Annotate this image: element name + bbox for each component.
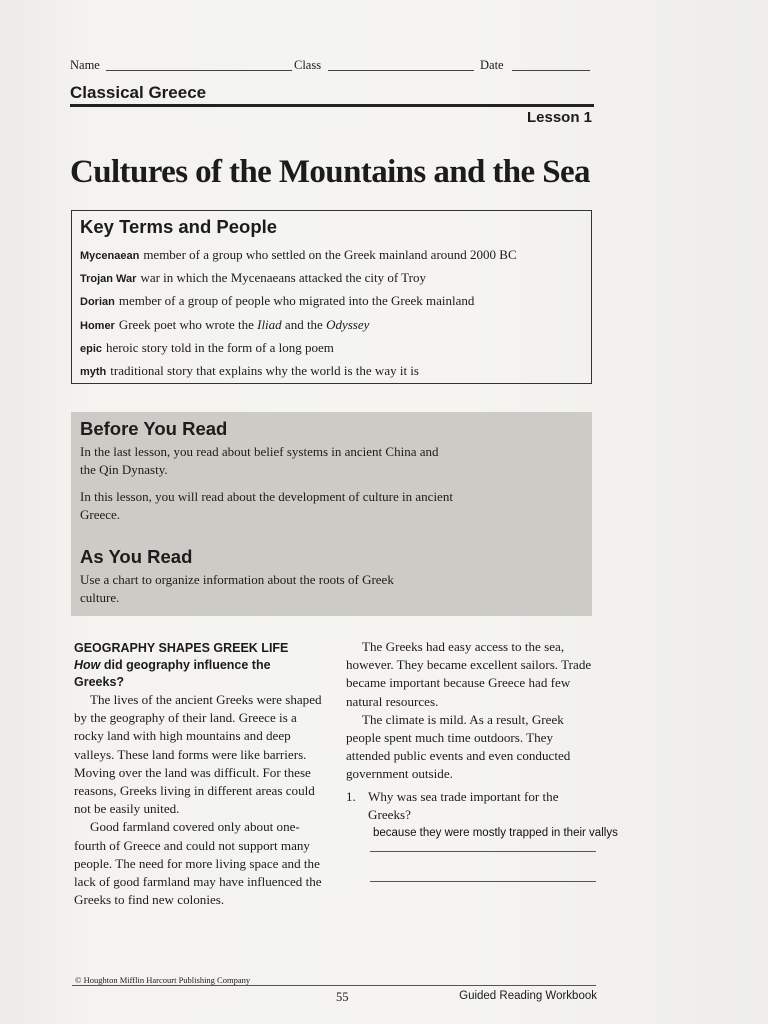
- key-term-item: [80, 339, 585, 362]
- answer-text[interactable]: because they were mostly trapped in their vallys: [373, 827, 618, 839]
- work-title: Odyssey: [326, 316, 370, 332]
- name-field[interactable]: [106, 70, 292, 71]
- answer-line-2[interactable]: [370, 881, 596, 882]
- section-question-text: did geography influence the Greeks?: [74, 658, 271, 689]
- key-term-item: [80, 269, 585, 292]
- class-label: Class: [294, 58, 322, 72]
- as-you-read-heading: As You Read: [80, 546, 193, 567]
- student-info-line: [70, 56, 590, 76]
- date-field[interactable]: [512, 70, 590, 71]
- footer-divider: [72, 985, 596, 986]
- key-terms-box: [71, 210, 592, 384]
- section-heading: GEOGRAPHY SHAPES GREEK LIFE: [74, 641, 289, 655]
- question-text: Why was sea trade important for the Greeks?: [368, 789, 559, 822]
- unit-title: Classical Greece: [70, 83, 207, 102]
- key-term: Dorian: [80, 296, 115, 309]
- key-term-item: [80, 246, 585, 269]
- key-term-definition: member of a group of people who migrated into the Greek mainland: [118, 293, 475, 309]
- before-you-read-heading: Before You Read: [80, 418, 228, 439]
- key-term-definition: heroic story told in the form of a long poem: [106, 339, 334, 355]
- before-you-read-para-1: In the last lesson, you read about belief systems in ancient China and the Qin Dynasty.: [80, 444, 439, 477]
- key-term-item: [80, 316, 585, 339]
- date-label: Date: [480, 58, 504, 72]
- key-term-item: [80, 362, 585, 385]
- name-label: Name: [70, 58, 100, 72]
- left-paragraph-1: The lives of the ancient Greeks were shaped by the geography of their land. Greece is a rocky land with high mountains and deep valleys. These land forms were like barriers. Moving over the land was difficult. For these reasons, Greeks living in different areas could not be easily united.: [74, 692, 322, 817]
- reading-guide-box: [71, 412, 592, 616]
- key-term: Homer: [80, 319, 115, 332]
- work-title: Iliad: [257, 316, 282, 332]
- key-term: Trojan War: [80, 273, 137, 286]
- key-term-definition: and the: [281, 316, 327, 332]
- key-term-definition: traditional story that explains why the world is the way it is: [110, 362, 419, 378]
- lesson-title: Cultures of the Mountains and the Sea: [70, 154, 590, 190]
- left-paragraph-2: Good farmland covered only about one-fourth of Greece and could not support many people. The need for more living space and the lack of good farmland may have influenced the Greeks to find new colonies.: [74, 819, 322, 908]
- key-term: Mycenaean: [80, 250, 140, 262]
- lesson-label: Lesson 1: [526, 109, 592, 126]
- key-term: epic: [80, 342, 103, 355]
- before-you-read-para-2: In this lesson, you will read about the development of culture in ancient Greece.: [80, 489, 453, 522]
- class-field[interactable]: [328, 70, 474, 71]
- key-term: myth: [80, 365, 107, 378]
- page-number: 55: [336, 990, 349, 1004]
- key-terms-list: [80, 246, 585, 385]
- section-question-italic: How: [74, 658, 101, 672]
- key-term-definition: war in which the Mycenaeans attacked the city of Troy: [140, 270, 426, 286]
- question-number: 1.: [346, 789, 356, 804]
- section-question: [74, 657, 274, 691]
- key-term-definition: Greek poet who wrote the: [118, 316, 258, 332]
- title-divider: [70, 104, 594, 107]
- workbook-title: Guided Reading Workbook: [459, 990, 597, 1002]
- key-term-definition: member of a group who settled on the Greek mainland around 2000 BC: [143, 247, 517, 262]
- key-term-item: [80, 292, 585, 315]
- copyright: © Houghton Mifflin Harcourt Publishing Company: [75, 975, 251, 985]
- key-terms-heading: Key Terms and People: [80, 216, 278, 237]
- left-column: [74, 640, 334, 909]
- answer-line-1[interactable]: [370, 851, 596, 852]
- right-paragraph-2: The climate is mild. As a result, Greek people spent much time outdoors. They attended public events and even conducted government outside.: [346, 711, 571, 782]
- right-column: [346, 638, 602, 784]
- as-you-read-para: Use a chart to organize information about the roots of Greek culture.: [80, 572, 394, 605]
- right-paragraph-1: The Greeks had easy access to the sea, however. They became excellent sailors. Trade became important because Greece had few natural resources.: [346, 639, 592, 709]
